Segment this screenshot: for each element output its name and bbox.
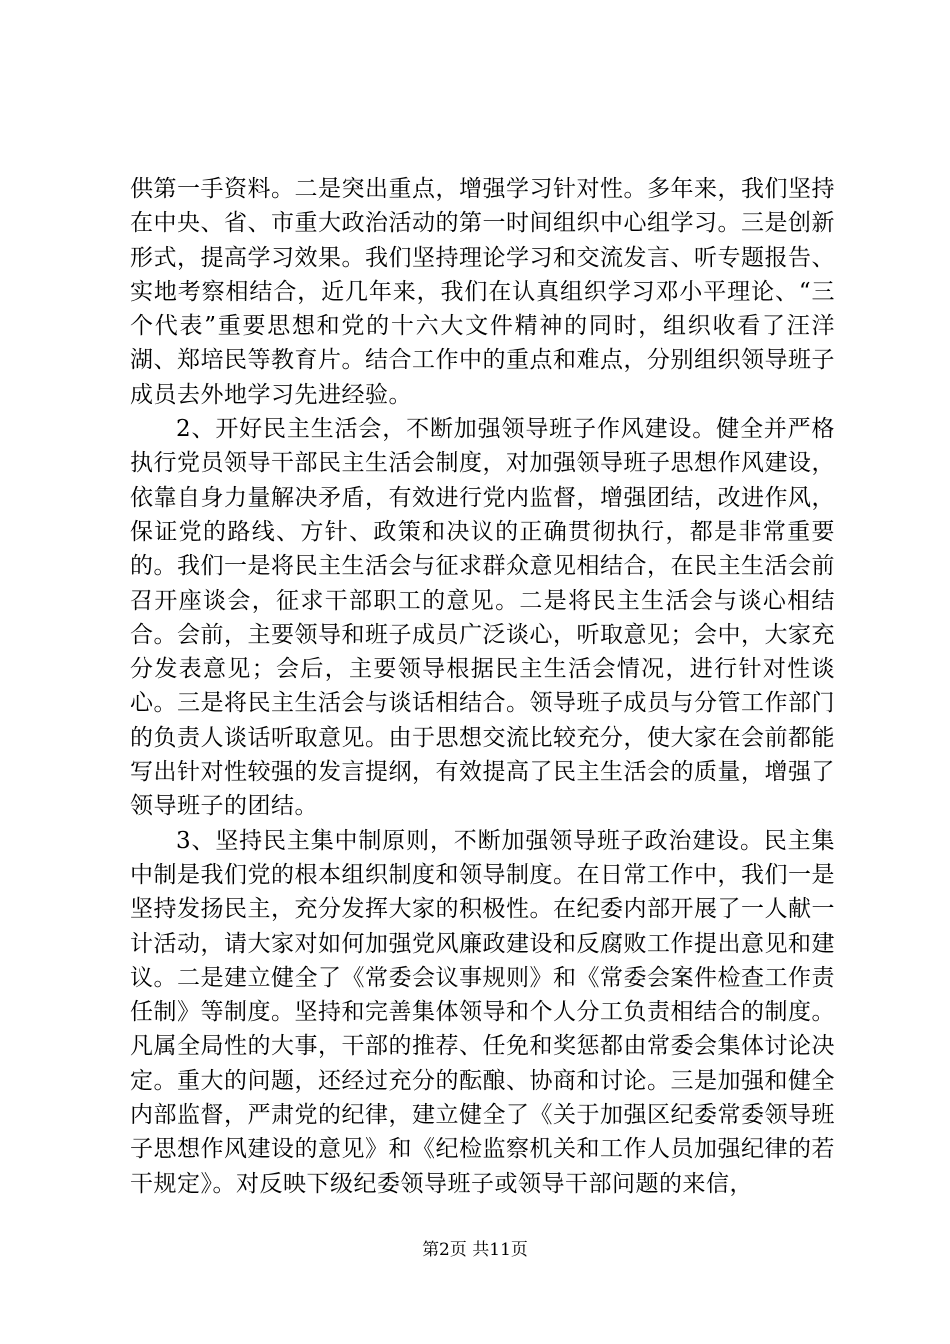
page-footer: 第2页 共11页 [422,1240,528,1260]
document-body [130,172,835,1201]
paragraph-2: 2、开好民主生活会，不断加强领导班子作风建设。健全并严格执行党员领导干部民主生活会制度，对加强领导班子思想作风建设，依靠自身力量解决矛盾，有效进行党内监督，增强团结，改进作风，保证党的路线、方针、政策和决议的正确贯彻执行，都是非常重要的。我们一是将民主生活会与征求群众意见相结合，在民主生活会前召开座谈会，征求干部职工的意见。二是将民主生活会与谈心相结合。会前，主要领导和班子成员广泛谈心，听取意见；会中，大家充分发表意见；会后，主要领导根据民主生活会情况，进行针对性谈心。三是将民主生活会与谈话相结合。领导班子成员与分管工作部门的负责人谈话听取意见。由于思想交流比较充分，使大家在会前都能写出针对性较强的发言提纲，有效提高了民主生活会的质量，增强了领导班子的团结。 [130,416,835,820]
paragraph-3: 3、坚持民主集中制原则，不断加强领导班子政治建设。民主集中制是我们党的根本组织制度和领导制度。在日常工作中，我们一是坚持发扬民主，充分发挥大家的积极性。在纪委内部开展了一人献一计活动，请大家对如何加强党风廉政建设和反腐败工作提出意见和建议。二是建立健全了《常委会议事规则》和《常委会案件检查工作责任制》等制度。坚持和完善集体领导和个人分工负责相结合的制度。凡属全局性的大事，干部的推荐、任免和奖惩都由常委会集体讨论决定。重大的问题，还经过充分的酝酿、协商和讨论。三是加强和健全内部监督，严肃党的纪律，建立健全了《关于加强区纪委常委领导班子思想作风建设的意见》和《纪检监察机关和工作人员加强纪律的若干规定》。对反映下级纪委领导班子或领导干部问题的来信， [130,827,835,1197]
paragraph-1: 供第一手资料。二是突出重点，增强学习针对性。多年来，我们坚持在中央、省、市重大政治活动的第一时间组织中心组学习。三是创新形式，提高学习效果。我们坚持理论学习和交流发言、听专题报告、实地考察相结合，近几年来，我们在认真组织学习邓小平理论、“三个代表”重要思想和党的十六大文件精神的同时，组织收看了汪洋湖、郑培民等教育片。结合工作中的重点和难点，分别组织领导班子成员去外地学习先进经验。 [130,176,835,408]
